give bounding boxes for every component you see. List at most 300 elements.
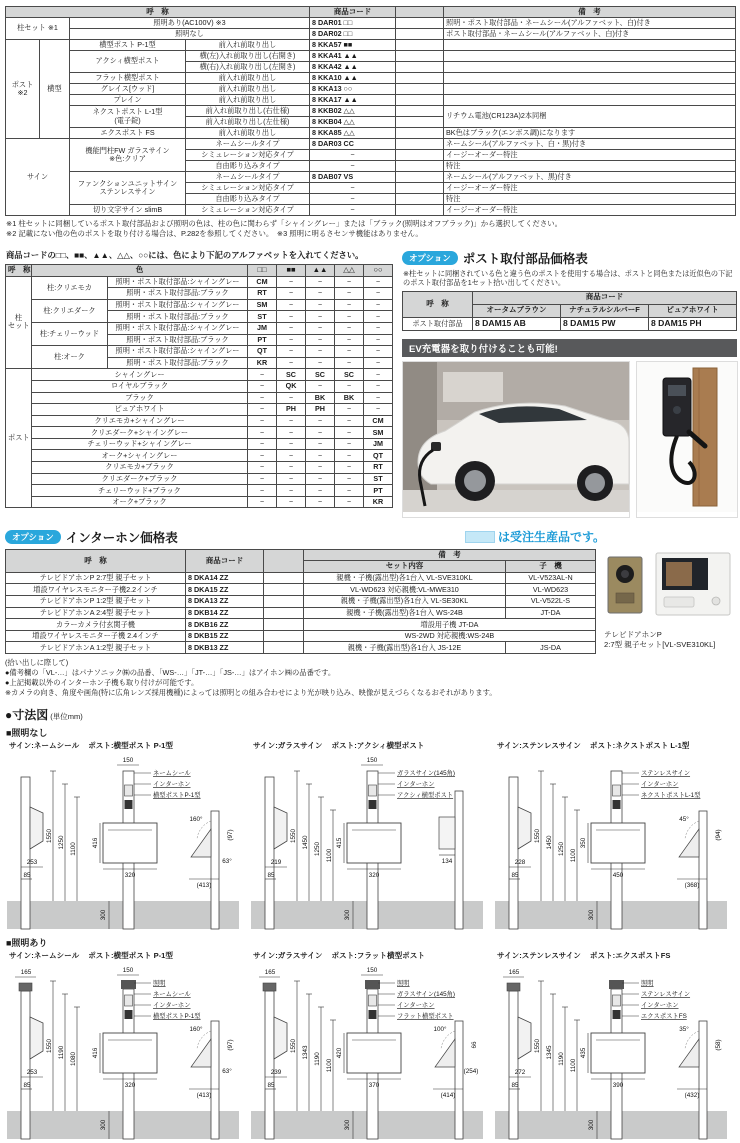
table-cell: − — [364, 299, 393, 311]
svg-text:(432): (432) — [684, 1092, 700, 1100]
table-cell: 特注 — [444, 194, 736, 205]
svg-text:1550: 1550 — [534, 829, 541, 844]
table-cell: ▲▲ — [306, 264, 335, 276]
table-cell: 照明あり(AC100V) ※3 — [70, 18, 310, 29]
table-cell: − — [364, 404, 393, 416]
intercom-photo-caption: テレビドアホンP 2:7型 親子セット[VL-SVE310KL] — [604, 629, 716, 649]
diagram-sign-label: サイン:ネームシール — [9, 951, 80, 961]
product-code-cell: 8 DAR01 □□ — [310, 18, 396, 29]
table-cell: 自由彫り込みタイプ — [186, 194, 310, 205]
table-cell: − — [306, 462, 335, 474]
ev-car-illustration — [403, 362, 629, 512]
table-cell: − — [277, 450, 306, 462]
intercom-name-cell: 増設ワイヤレスモニター子機 2.4インチ — [6, 630, 186, 642]
intercom-photo-block — [604, 549, 736, 654]
table-cell: − — [306, 450, 335, 462]
svg-text:320: 320 — [124, 1082, 136, 1090]
table-cell: イージーオーダー特注 — [444, 205, 736, 216]
table-cell: △△ — [335, 264, 364, 276]
col-header-set: セット内容 — [304, 561, 506, 573]
table-cell: − — [310, 205, 396, 216]
diagram-title — [497, 740, 735, 751]
table-cell: シミュレーション対応タイプ — [186, 205, 310, 216]
table-cell: − — [248, 473, 277, 485]
table-cell: − — [335, 357, 364, 369]
intercom-set-cell: 親機・子機(露出型)各1台入 VL-SE30KL — [304, 596, 506, 608]
table-cell: 前入れ前取り出し — [186, 73, 310, 84]
svg-text:165: 165 — [20, 969, 32, 977]
table-cell: SC — [306, 369, 335, 381]
svg-text:照明: 照明 — [397, 980, 410, 988]
svg-text:85: 85 — [511, 872, 519, 880]
table-cell: − — [277, 485, 306, 497]
product-code-cell: 8 KKA42 ▲▲ — [310, 62, 396, 73]
spacer — [396, 183, 444, 194]
ev-car-photo — [402, 361, 630, 518]
product-code-cell: 8 DAB07 VS — [310, 172, 396, 183]
svg-text:253: 253 — [26, 859, 38, 867]
svg-text:66: 66 — [471, 1041, 478, 1049]
spacer — [396, 150, 444, 161]
table-cell: − — [277, 346, 306, 358]
table-cell: − — [306, 438, 335, 450]
svg-text:(254): (254) — [463, 1068, 479, 1076]
table-cell: BK — [306, 392, 335, 404]
spacer — [264, 642, 304, 654]
table-cell: − — [335, 450, 364, 462]
col-header-code: 商品コード — [186, 549, 264, 572]
product-code-cell: 8 DAM15 PH — [649, 317, 737, 330]
group-label-no-light: ■照明なし — [6, 728, 48, 739]
diagram-post-label: ポスト:アクシィ横型ポスト — [331, 741, 425, 751]
table-cell: − — [306, 485, 335, 497]
table-cell: ネームシール(アルファベット、白・黒)付き — [444, 139, 736, 150]
svg-text:インターホン: インターホン — [397, 781, 435, 789]
attach-parts-table — [402, 291, 737, 331]
table-cell: 横型 — [40, 40, 70, 139]
table-cell: − — [248, 485, 277, 497]
table-cell: 照明なし — [70, 29, 310, 40]
spacer — [264, 584, 304, 596]
table-cell: − — [277, 462, 306, 474]
table-cell: − — [335, 380, 364, 392]
table-cell: − — [248, 369, 277, 381]
table-cell: PT — [364, 485, 393, 497]
table-cell: − — [364, 311, 393, 323]
table-cell: − — [277, 392, 306, 404]
diagram-sign-label: サイン:ガラスサイン — [253, 741, 323, 751]
table-cell: 柱セット ※1 — [6, 18, 70, 40]
table-cell — [444, 62, 736, 73]
dimension-drawing — [5, 961, 241, 1143]
product-code-cell: 8 DKA13 ZZ — [186, 596, 264, 608]
table-cell: アクシィ横型ポスト — [70, 51, 186, 73]
diagram-post-label: ポスト:エクスポストFS — [589, 951, 671, 961]
svg-text:165: 165 — [508, 969, 520, 977]
svg-text:1550: 1550 — [46, 1039, 53, 1054]
diagram-post-label: ポスト:ネクストポスト L-1型 — [589, 741, 690, 751]
svg-text:390: 390 — [612, 1082, 624, 1090]
table-cell: ポスト取付部品・ネームシール(アルファベット、白)付き — [444, 29, 736, 40]
svg-text:1345: 1345 — [546, 1045, 553, 1060]
spacer — [396, 117, 444, 128]
table-cell: 照明・ポスト取付部品・ネームシール(アルファベット、白)付き — [444, 18, 736, 29]
dimension-diagram — [5, 950, 247, 1143]
product-code-cell: 8 KKA85 △△ — [310, 128, 396, 139]
table-cell: − — [277, 334, 306, 346]
table-cell: 柱:クリエダーク — [32, 299, 108, 322]
table-cell: ロイヤルブラック — [32, 380, 248, 392]
svg-text:370: 370 — [368, 1082, 380, 1090]
svg-text:320: 320 — [124, 872, 136, 880]
svg-text:272: 272 — [514, 1069, 526, 1077]
table-cell: □□ — [248, 264, 277, 276]
product-code-cell: 8 DKB14 ZZ — [186, 607, 264, 619]
table-cell: QT — [248, 346, 277, 358]
svg-text:(97): (97) — [227, 829, 234, 841]
svg-text:228: 228 — [514, 859, 526, 867]
note-line: ※1 柱セットに同梱しているポスト取付部品および照明の色は、柱の色に関わらず「シャイングレー」または「ブラック(照明はオフブラック)」から選択してください。 — [6, 219, 562, 228]
table-cell: − — [335, 322, 364, 334]
spacer — [264, 607, 304, 619]
diagram-sign-label: サイン:ネームシール — [9, 741, 80, 751]
spacer — [396, 128, 444, 139]
svg-text:416: 416 — [92, 838, 99, 849]
product-code-cell: 8 KKA41 ▲▲ — [310, 51, 396, 62]
table-cell: チェリーウッド+シャイングレー — [32, 438, 248, 450]
svg-text:ネームシール: ネームシール — [153, 770, 191, 778]
svg-text:(414): (414) — [440, 1092, 456, 1100]
dimension-section — [5, 706, 735, 1143]
table-cell: − — [248, 380, 277, 392]
spacer — [396, 95, 444, 106]
svg-text:1550: 1550 — [46, 829, 53, 844]
table-cell: − — [306, 473, 335, 485]
svg-text:インターホン: インターホン — [153, 1002, 191, 1010]
spacer — [396, 106, 444, 117]
attach-row-label: ポスト取付部品 — [403, 317, 473, 330]
table-cell: エクスポスト FS — [70, 128, 186, 139]
svg-text:416: 416 — [92, 1048, 99, 1059]
spacer — [264, 549, 304, 572]
svg-text:63°: 63° — [222, 858, 232, 866]
table-cell: ネクストポスト L-1型 (電子錠) — [70, 106, 186, 128]
svg-text:(94): (94) — [715, 829, 722, 841]
svg-text:1450: 1450 — [302, 835, 309, 850]
svg-text:1343: 1343 — [302, 1045, 309, 1060]
table-cell: − — [310, 194, 396, 205]
table-cell: − — [277, 311, 306, 323]
table-cell: − — [364, 369, 393, 381]
intercom-handset-cell: VL-V523AL-N — [506, 572, 596, 584]
table-cell: シミュレーション対応タイプ — [186, 150, 310, 161]
svg-text:1190: 1190 — [558, 1052, 565, 1067]
col-header-name: 呼 称 — [6, 549, 186, 572]
option-badge: オプション — [5, 530, 61, 544]
svg-text:420: 420 — [336, 1048, 343, 1059]
svg-text:415: 415 — [336, 838, 343, 849]
note-line: ●備考欄の「VL-…」はパナソニック㈱の品番、「WS-…」「JT-…」「JS-…」はアイホン㈱の品番です。 — [5, 668, 336, 678]
svg-text:134: 134 — [441, 858, 453, 866]
svg-text:(58): (58) — [715, 1039, 722, 1051]
product-code-cell: 8 DKA15 ZZ — [186, 584, 264, 596]
svg-text:ステンレスサイン: ステンレスサイン — [641, 991, 691, 999]
dimension-title: ●寸法図 (単位mm) — [5, 708, 83, 723]
table-cell: − — [335, 288, 364, 300]
table-cell: − — [310, 161, 396, 172]
product-code-cell: 8 KKA17 ▲▲ — [310, 95, 396, 106]
spacer — [396, 51, 444, 62]
table-cell: − — [310, 150, 396, 161]
table-cell: − — [306, 415, 335, 427]
table-cell: ポスト — [6, 369, 32, 508]
product-code-cell: 8 DAR02 □□ — [310, 29, 396, 40]
intercom-header — [5, 528, 735, 546]
table-cell: − — [364, 357, 393, 369]
table-cell: ネームシールタイプ — [186, 139, 310, 150]
spacer — [396, 161, 444, 172]
product-code-cell: 8 KKA57 ■■ — [310, 40, 396, 51]
intercom-set-cell: 親機・子機(露出型)各1台入 VL-SVE310KL — [304, 572, 506, 584]
svg-text:フラット横型ポスト: フラット横型ポスト — [397, 1013, 454, 1021]
table-cell: − — [306, 288, 335, 300]
intercom-section — [5, 528, 735, 699]
diagram-title — [497, 950, 735, 961]
color-code-intro: 商品コードの□□、■■、▲▲、△△、○○には、色により下記のアルファベットを入れてください。 — [6, 249, 364, 260]
svg-text:160°: 160° — [189, 816, 203, 824]
svg-text:300: 300 — [588, 1120, 595, 1131]
svg-text:ステンレスサイン: ステンレスサイン — [641, 770, 691, 778]
table-cell: 前入れ前取り出し(右仕様) — [186, 106, 310, 117]
table-cell: 切り文字サイン slimB — [70, 205, 186, 216]
product-code-cell: 8 DAM15 AB — [473, 317, 561, 330]
table-cell: クリエダーク+シャイングレー — [32, 427, 248, 439]
table-cell: − — [335, 299, 364, 311]
product-code-cell: 8 DKB16 ZZ — [186, 619, 264, 631]
intercom-table — [5, 549, 596, 654]
legend-swatch — [465, 531, 495, 543]
table-cell: 照明・ポスト取付部品:ブラック — [108, 357, 248, 369]
table-cell: 柱:チェリーウッド — [32, 322, 108, 345]
svg-text:320: 320 — [368, 872, 380, 880]
table-cell: 横(右)入れ前取り出し(左開き) — [186, 62, 310, 73]
attach-code-header: 商品コード — [473, 291, 737, 304]
dimension-diagram — [249, 950, 491, 1143]
table-cell: SM — [248, 299, 277, 311]
table-cell: ファンクションユニットサイン ステンレスサイン — [70, 172, 186, 205]
svg-text:45°: 45° — [679, 816, 689, 824]
table-cell: シャイングレー — [32, 369, 248, 381]
svg-text:85: 85 — [23, 872, 31, 880]
intercom-illustration — [604, 549, 736, 623]
table-cell: − — [335, 427, 364, 439]
table-cell: PT — [248, 334, 277, 346]
table-cell: − — [335, 311, 364, 323]
intercom-handset-cell: JS-DA — [506, 642, 596, 654]
svg-text:(413): (413) — [196, 882, 212, 890]
table-cell: − — [364, 346, 393, 358]
svg-text:300: 300 — [344, 910, 351, 921]
group-label-with-light: ■照明あり — [6, 938, 48, 949]
diagram-sign-label: サイン:ガラスサイン — [253, 951, 323, 961]
diagram-post-label: ポスト:横型ポスト P-1型 — [88, 951, 173, 961]
table-cell: − — [335, 485, 364, 497]
table-cell: クリエモカ+ブラック — [32, 462, 248, 474]
svg-text:85: 85 — [267, 1082, 275, 1090]
table-cell: − — [306, 334, 335, 346]
svg-text:(368): (368) — [684, 882, 700, 890]
table-cell: 照明・ポスト取付部品:ブラック — [108, 311, 248, 323]
product-code-cell: 8 DAR03 CC — [310, 139, 396, 150]
table-cell: 柱:オーク — [32, 346, 108, 369]
table-cell: 前入れ前取り出し — [186, 40, 310, 51]
table-cell: − — [335, 462, 364, 474]
col-header-name: 呼 称 — [6, 7, 310, 18]
svg-text:100°: 100° — [433, 1026, 447, 1034]
ev-banner: EV充電器を取り付けることも可能! — [402, 339, 737, 357]
spacer — [396, 40, 444, 51]
product-code-cell: 8 KKA13 ○○ — [310, 84, 396, 95]
spacer — [264, 596, 304, 608]
table-cell: − — [335, 473, 364, 485]
table-cell: − — [335, 438, 364, 450]
spacer — [264, 630, 304, 642]
table-cell: − — [335, 496, 364, 508]
diagram-title — [253, 740, 491, 751]
svg-text:ネクストポストL-1型: ネクストポストL-1型 — [641, 792, 701, 800]
table-cell: KR — [364, 496, 393, 508]
table-cell: イージーオーダー特注 — [444, 150, 736, 161]
table-cell: クリエモカ+シャイングレー — [32, 415, 248, 427]
table-cell: 特注 — [444, 161, 736, 172]
spacer — [396, 205, 444, 216]
svg-text:インターホン: インターホン — [153, 781, 191, 789]
col-header-handset: 子 機 — [506, 561, 596, 573]
table-notes — [6, 219, 735, 239]
table-cell: クリエダーク+ブラック — [32, 473, 248, 485]
svg-text:1250: 1250 — [58, 835, 65, 850]
table-cell: BK — [335, 392, 364, 404]
table-cell: ○○ — [364, 264, 393, 276]
svg-text:350: 350 — [580, 838, 587, 849]
table-cell: − — [310, 183, 396, 194]
svg-text:1100: 1100 — [326, 849, 333, 863]
table-cell: − — [277, 276, 306, 288]
svg-text:横型ポストP-1型: 横型ポストP-1型 — [153, 792, 201, 800]
svg-text:1100: 1100 — [70, 842, 77, 857]
svg-text:ネームシール: ネームシール — [153, 991, 191, 999]
svg-text:219: 219 — [270, 859, 282, 867]
spacer — [396, 73, 444, 84]
svg-text:85: 85 — [511, 1082, 519, 1090]
svg-text:1550: 1550 — [534, 1039, 541, 1054]
table-cell: − — [306, 311, 335, 323]
table-cell: SC — [335, 369, 364, 381]
svg-text:150: 150 — [122, 757, 134, 765]
table-cell: イージーオーダー特注 — [444, 183, 736, 194]
svg-text:インターホン: インターホン — [641, 781, 679, 789]
table-cell: 色 — [32, 264, 248, 276]
product-code-cell: 8 DKB13 ZZ — [186, 642, 264, 654]
note-line: ※2 記載にない他の色のポストを取り付ける場合は、P.282を参照してください。 ※3 照明に明るさセンサ機能はありません。 — [6, 228, 423, 238]
intercom-handset-cell: VL-WD623 — [506, 584, 596, 596]
table-cell: − — [248, 496, 277, 508]
table-cell: − — [248, 415, 277, 427]
svg-text:(413): (413) — [196, 1092, 212, 1100]
diagram-post-label: ポスト:横型ポスト P-1型 — [88, 741, 173, 751]
intercom-set-cell: 親機・子機(露出型)各1台入 JS-12E — [304, 642, 506, 654]
table-cell: − — [277, 288, 306, 300]
table-cell: − — [277, 473, 306, 485]
color-col-header: ピュアホワイト — [649, 304, 737, 317]
svg-text:150: 150 — [366, 967, 378, 975]
table-cell: − — [277, 427, 306, 439]
table-cell: 前入れ前取り出し(左仕様) — [186, 117, 310, 128]
diagram-row-with-light — [5, 950, 735, 1143]
table-cell: 照明・ポスト取付部品:ブラック — [108, 288, 248, 300]
spacer — [396, 62, 444, 73]
col-header-code: 商品コード — [310, 7, 396, 18]
table-cell: 呼 称 — [6, 264, 32, 276]
product-code-table-section — [5, 6, 735, 239]
ev-charger-illustration — [637, 362, 737, 512]
table-cell: − — [364, 334, 393, 346]
table-cell: − — [306, 427, 335, 439]
table-cell: チェリーウッド+ブラック — [32, 485, 248, 497]
svg-text:63°: 63° — [222, 1068, 232, 1076]
attach-option-header — [402, 249, 738, 267]
svg-text:1100: 1100 — [326, 1059, 333, 1073]
svg-text:1450: 1450 — [546, 835, 553, 850]
table-cell: 照明・ポスト取付部品:シャイングレー — [108, 299, 248, 311]
table-cell: − — [335, 404, 364, 416]
table-cell: ブラック — [32, 392, 248, 404]
table-cell: プレイン — [70, 95, 186, 106]
table-cell: オーク+ブラック — [32, 496, 248, 508]
note-line: ●上記掲載以外のインターホン子機も取り付けが可能です。 — [5, 678, 199, 688]
table-cell: − — [306, 299, 335, 311]
intercom-set-cell: VL-WD623 対応親機:VL-MWE310 — [304, 584, 506, 596]
spacer — [396, 7, 444, 18]
table-cell: KR — [248, 357, 277, 369]
table-cell: − — [364, 322, 393, 334]
spacer — [264, 619, 304, 631]
dimension-diagram — [493, 740, 735, 933]
table-cell: − — [335, 276, 364, 288]
intercom-handset-cell: JT-DA — [506, 607, 596, 619]
table-cell: ピュアホワイト — [32, 404, 248, 416]
spacer — [396, 29, 444, 40]
svg-text:1550: 1550 — [290, 1039, 297, 1054]
dimension-diagram — [493, 950, 735, 1143]
table-cell: JM — [364, 438, 393, 450]
dimension-diagram — [249, 740, 491, 933]
svg-text:1100: 1100 — [570, 1059, 577, 1073]
table-cell: − — [364, 392, 393, 404]
product-code-table — [5, 6, 736, 216]
intercom-set-cell: WS-2WD 対応親機:WS-24B — [304, 630, 596, 642]
table-cell: − — [277, 415, 306, 427]
table-cell: ポスト ※2 — [6, 40, 40, 139]
dimension-drawing — [5, 751, 241, 933]
intercom-name-cell: カラーカメラ付玄関子機 — [6, 619, 186, 631]
table-cell: オーク+シャイングレー — [32, 450, 248, 462]
made-to-order-legend — [465, 528, 605, 545]
intercom-set-cell: 親機・子機(露出型)各1台入 WS-24B — [304, 607, 506, 619]
spacer — [264, 572, 304, 584]
table-cell: − — [277, 299, 306, 311]
table-cell: − — [306, 380, 335, 392]
